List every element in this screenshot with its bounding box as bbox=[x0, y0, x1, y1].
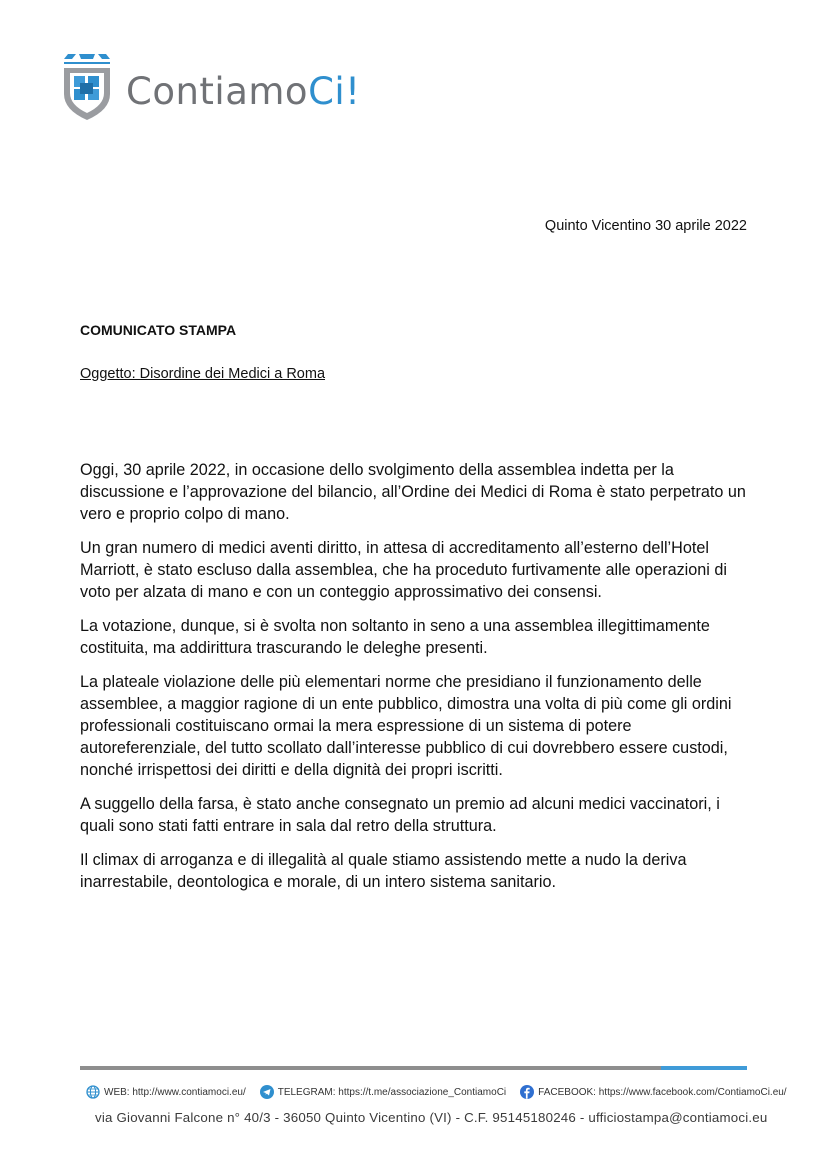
document-body bbox=[80, 459, 756, 905]
footer-link-web[interactable] bbox=[86, 1085, 246, 1099]
body-paragraph: Il climax di arroganza e di illegalità al quale stiamo assistendo mette a nudo la deriva inarrestabile, deontologica e morale, di un intero sistema sanitario. bbox=[80, 851, 687, 891]
document-heading: COMUNICATO STAMPA bbox=[80, 322, 237, 338]
footer-link-facebook-text: FACEBOOK: https://www.facebook.com/ContiamoCi.eu/ bbox=[538, 1086, 787, 1098]
body-paragraph: Oggi, 30 aprile 2022, in occasione dello svolgimento della assemblea indetta per la discussione e l’approvazione del bilancio, all’Ordine dei Medici di Roma è stato perpetrato un vero e proprio colpo di mano. bbox=[80, 461, 746, 523]
globe-icon bbox=[86, 1085, 100, 1099]
facebook-icon bbox=[520, 1085, 534, 1099]
footer-link-telegram-text: TELEGRAM: https://t.me/associazione_ContiamoCi bbox=[277, 1086, 507, 1098]
brand-name bbox=[126, 69, 361, 113]
footer-link-telegram[interactable] bbox=[260, 1085, 506, 1099]
body-paragraph: A suggello della farsa, è stato anche consegnato un premio ad alcuni medici vaccinatori, i quali sono stati fatti entrare in sala dal retro della struttura. bbox=[80, 795, 720, 835]
body-paragraph: La votazione, dunque, si è svolta non soltanto in seno a una assemblea illegittimamente costituita, ma addirittura trascurando le deleghe presenti. bbox=[80, 617, 710, 657]
footer-divider bbox=[80, 1066, 747, 1070]
brand-logo bbox=[62, 52, 361, 122]
footer-links bbox=[86, 1085, 801, 1099]
footer-address: via Giovanni Falcone n° 40/3 - 36050 Quinto Vicentino (VI) - C.F. 95145180246 - ufficiostampa@contiamoci.eu bbox=[95, 1110, 768, 1125]
date-line: Quinto Vicentino 30 aprile 2022 bbox=[544, 218, 747, 234]
shield-logo-icon bbox=[62, 52, 112, 122]
body-paragraph: Un gran numero di medici aventi diritto, in attesa di accreditamento all’esterno dell’Hotel Marriott, è stato escluso dalla assemblea, che ha proceduto furtivamente alle operazioni di voto per alzata di mano e con un conteggio approssimativo dei consensi. bbox=[80, 539, 727, 601]
brand-name-main: Contiamo bbox=[126, 69, 309, 113]
footer-link-web-text: WEB: http://www.contiamoci.eu/ bbox=[104, 1086, 246, 1098]
document-subject: Oggetto: Disordine dei Medici a Roma bbox=[80, 366, 326, 382]
footer-divider-accent bbox=[661, 1066, 747, 1070]
footer-link-facebook[interactable] bbox=[520, 1085, 786, 1099]
body-paragraph: La plateale violazione delle più elementari norme che presidiano il funzionamento delle assemblee, a maggior ragione di un ente pubblico, dimostra una volta di più come gli ordini professionali costituiscano ormai la mera espressione di un sistema di potere autoreferenziale, del tutto scollato dall’interesse pubblico di cui dovrebbero essere custodi, nonché irrispettosi dei diritti e della dignità dei propri iscritti. bbox=[80, 673, 732, 779]
brand-name-accent: Ci! bbox=[308, 69, 361, 113]
telegram-icon bbox=[260, 1085, 274, 1099]
